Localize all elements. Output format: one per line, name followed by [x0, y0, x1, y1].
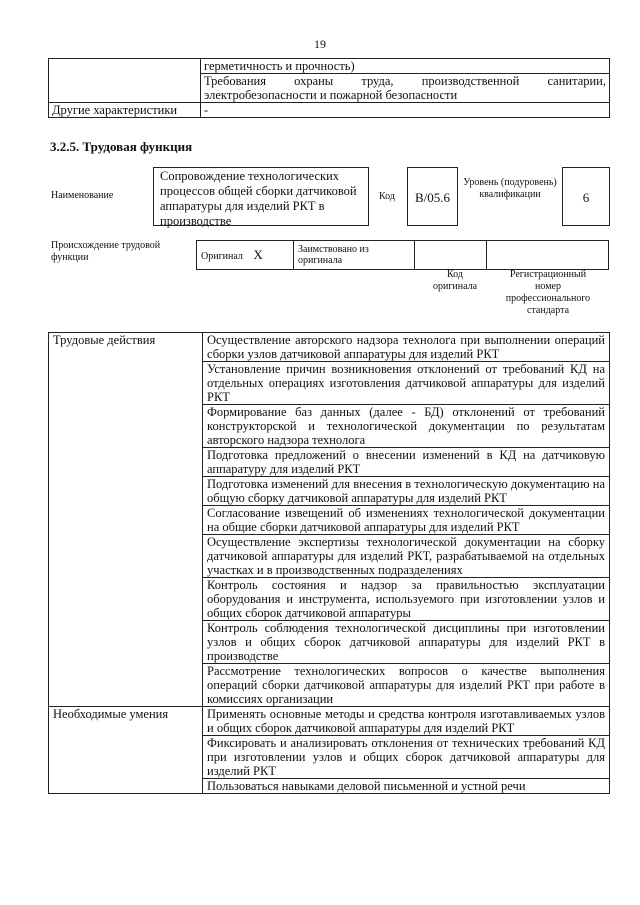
- name-label: Наименование: [51, 190, 114, 201]
- empty-cell: [49, 59, 201, 103]
- table-row: [49, 333, 610, 362]
- page-number: 19: [314, 37, 326, 51]
- table-row: [197, 241, 609, 270]
- code-original-cell: [415, 241, 487, 270]
- skills-label: Необходимые умения: [49, 707, 203, 794]
- table-row: [49, 59, 610, 74]
- original-cell: [197, 241, 294, 270]
- original-mark: X: [253, 246, 263, 262]
- original-label: Оригинал: [201, 250, 243, 262]
- labor-actions-label: Трудовые действия: [49, 333, 203, 707]
- labor-action-item: Установление причин возникновения отклонений от требований КД на отдельных операциях изготовления датчиковой аппаратуры для изделий РКТ: [203, 362, 610, 405]
- skill-item: Применять основные методы и средства контроля изготавливаемых узлов и общих сборок датчиковой аппаратуры для изделий РКТ: [203, 707, 610, 736]
- origin-table: [196, 240, 609, 270]
- level-box: 6: [562, 167, 610, 226]
- requirements-cell: Требования охраны труда, производственной санитарии, электробезопасности и пожарной безопасности: [201, 74, 610, 103]
- labor-action-item: Осуществление авторского надзора технолога при выполнении операций сборки узлов датчиковой аппаратуры для изделий РКТ: [203, 333, 610, 362]
- code-original-label: Код оригинала: [432, 269, 478, 292]
- code-label: Код: [379, 191, 395, 202]
- origin-label: Происхождение трудовой функции: [51, 240, 161, 263]
- labor-action-item: Согласование извещений об изменениях технологической документации на общие сборки датчиковой аппаратуры для изделий РКТ: [203, 506, 610, 535]
- skill-item: Фиксировать и анализировать отклонения от технических требований КД при изготовлении узлов и общих сборок датчиковой аппаратуры для изделий РКТ: [203, 736, 610, 779]
- other-value-cell: -: [201, 103, 610, 118]
- section-title: 3.2.5. Трудовая функция: [50, 139, 193, 154]
- labor-action-item: Контроль соблюдения технологической дисциплины при изготовлении узлов и общих сборок датчиковой аппаратуры для изделий РКТ в производстве: [203, 621, 610, 664]
- code-box: В/05.6: [407, 167, 458, 226]
- table-row: [49, 707, 610, 736]
- borrowed-cell: Заимствовано из оригинала: [294, 241, 415, 270]
- labor-action-item: Контроль состояния и надзор за правильностью эксплуатации оборудования и инструмента, используемого при изготовлении узлов и общих сборок датчиковой аппаратуры: [203, 578, 610, 621]
- labor-action-item: Подготовка изменений для внесения в технологическую документацию на общую сборку датчиковой аппаратуры для изделий РКТ: [203, 477, 610, 506]
- skill-item: Пользоваться навыками деловой письменной и устной речи: [203, 779, 610, 794]
- level-label: Уровень (подуровень) квалификации: [463, 177, 557, 200]
- labor-action-item: Рассмотрение технологических вопросов о качестве выполнения операций сборки датчиковой аппаратуры для изделий РКТ при работе в комиссиях организации: [203, 664, 610, 707]
- function-name-box: Сопровождение технологических процессов общей сборки датчиковой аппаратуры для изделий РКТ в производстве: [153, 167, 369, 226]
- labor-action-item: Подготовка предложений о внесении изменений в КД на датчиковую аппаратуру для изделий РКТ: [203, 448, 610, 477]
- top-table: [48, 58, 610, 118]
- table-row: [49, 103, 610, 118]
- cont-line-cell: герметичность и прочность): [201, 59, 610, 74]
- labor-action-item: Осуществление экспертизы технологической документации на сборку датчиковой аппаратуры для изделий РКТ, разрабатываемой на отдельных участках и в производственных подразделениях: [203, 535, 610, 578]
- other-label-cell: Другие характеристики: [49, 103, 201, 118]
- main-table: [48, 332, 610, 794]
- labor-action-item: Формирование баз данных (далее - БД) отклонений от требований конструкторской и технологической документации по результатам авторского надзора технолога: [203, 405, 610, 448]
- reg-number-cell: [487, 241, 609, 270]
- reg-number-label: Регистрационный номер профессионального стандарта: [505, 269, 591, 316]
